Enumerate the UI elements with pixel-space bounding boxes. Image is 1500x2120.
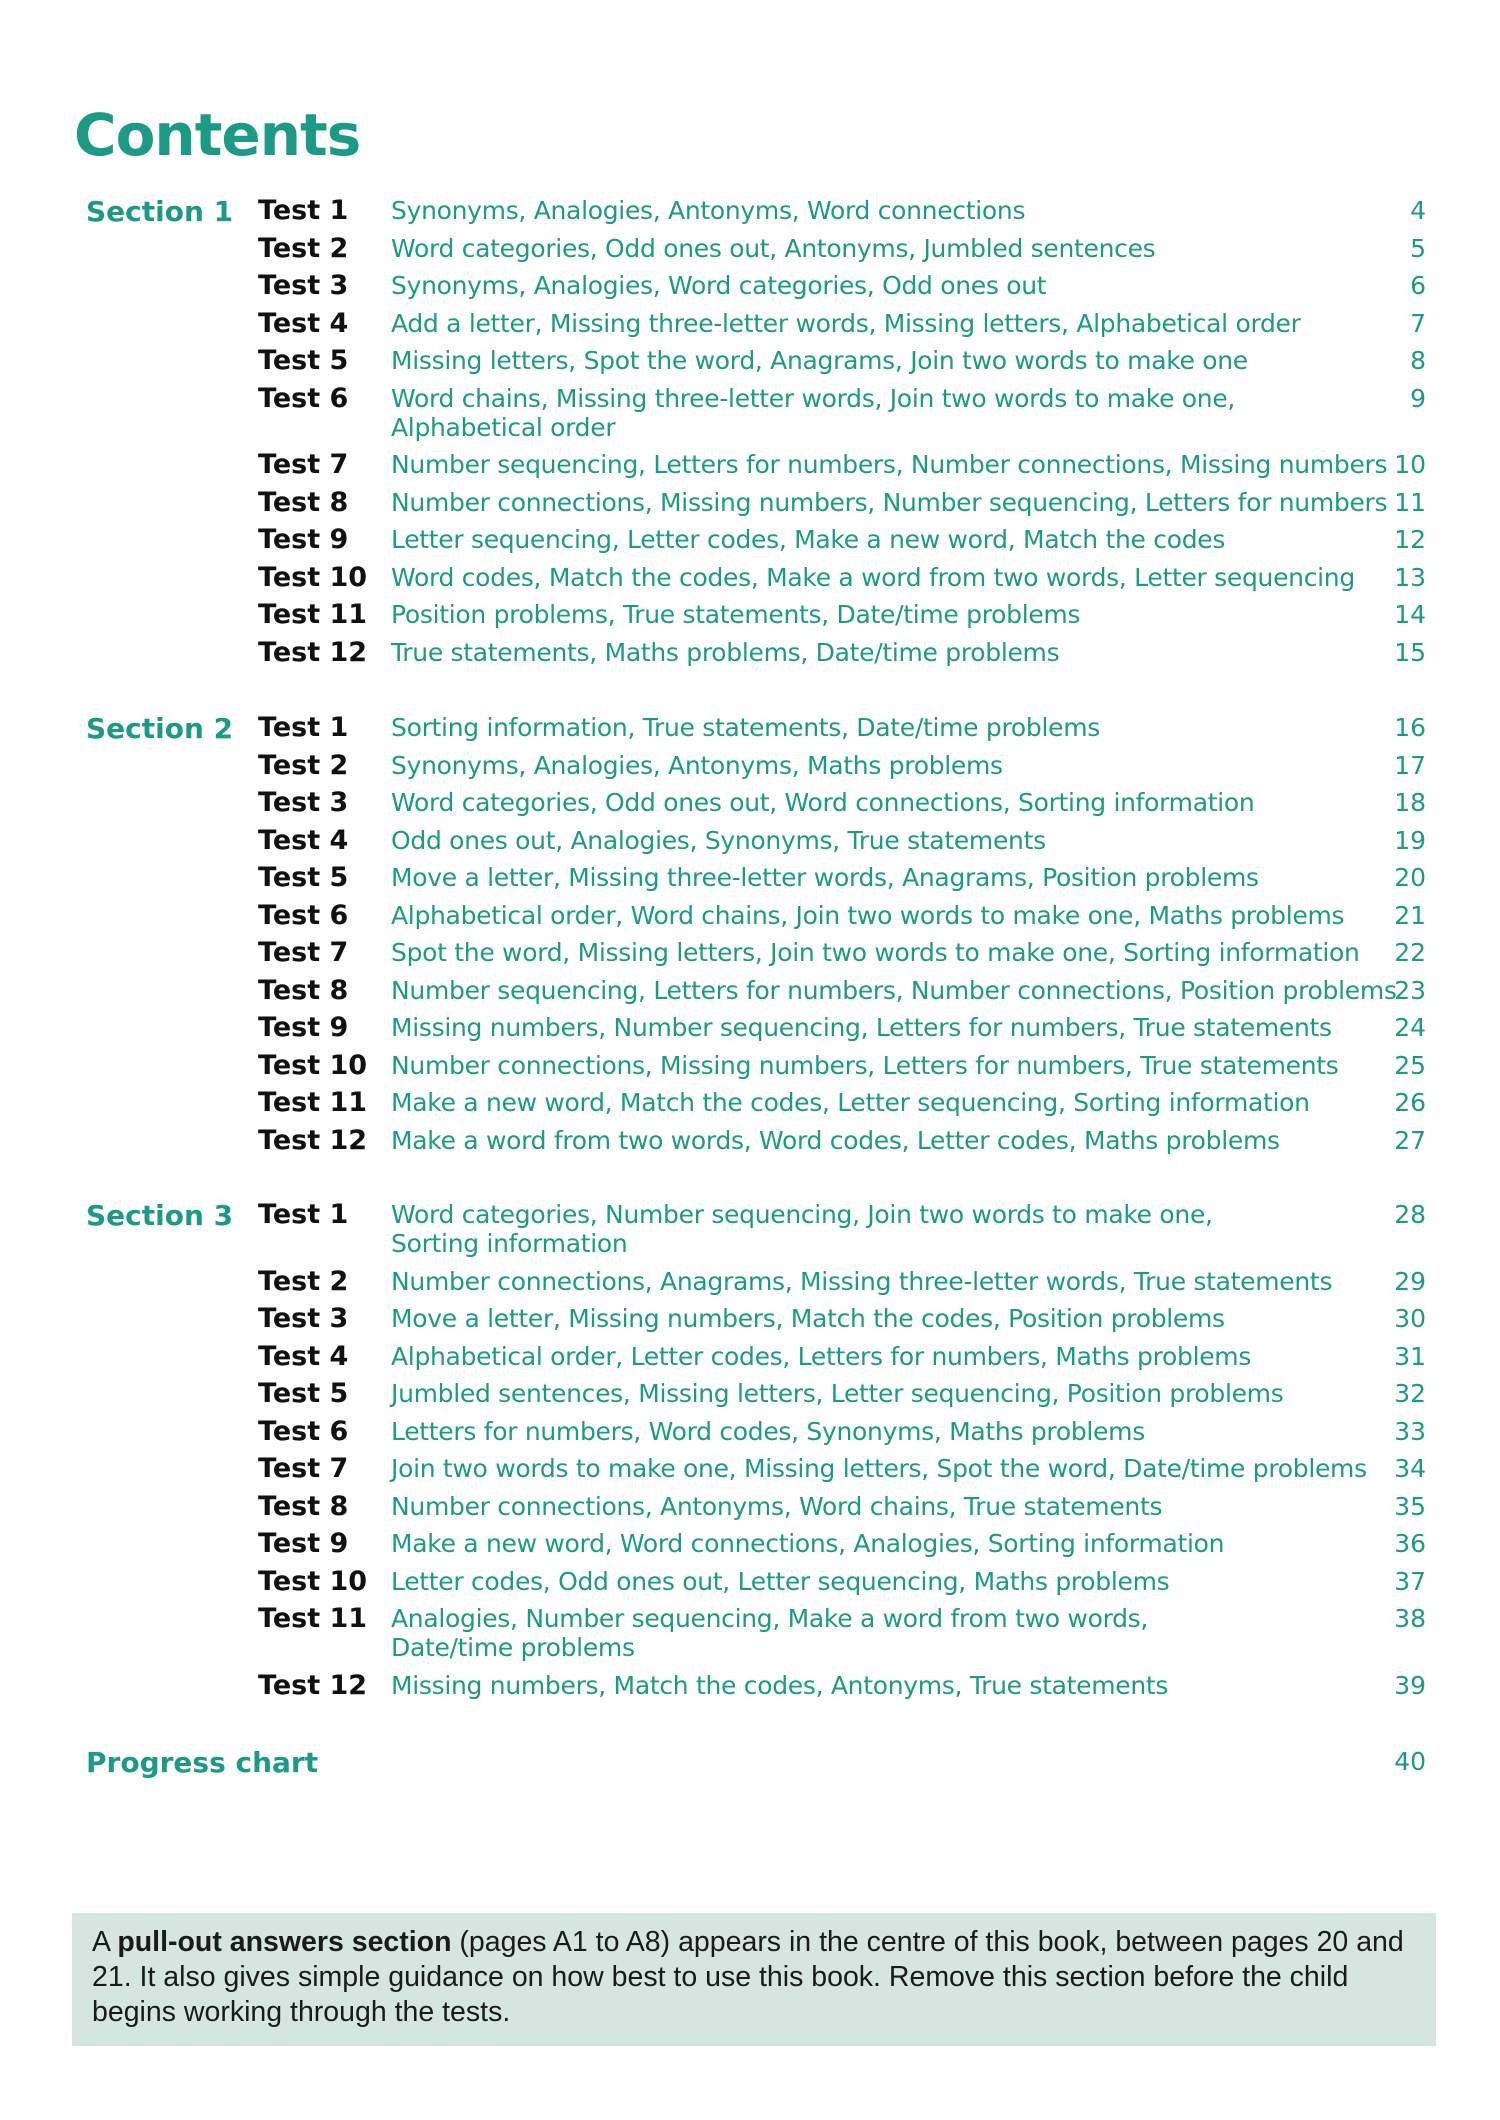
page-number: 31 [1394, 1341, 1426, 1371]
topic-line: Number sequencing, Letters for numbers, Number connections, Missing numbers [391, 450, 1388, 479]
page-number: 29 [1394, 1266, 1426, 1296]
test-label: Test 11 [258, 1087, 368, 1118]
test-label: Test 7 [258, 1453, 349, 1484]
test-label: Test 4 [258, 1340, 349, 1372]
page-number: 32 [1394, 1379, 1426, 1408]
test-label: Test 7 [258, 937, 349, 968]
page-number: 37 [1394, 1566, 1426, 1596]
test-topics [391, 346, 1391, 375]
test-label: Test 6 [258, 382, 349, 414]
test-topics [391, 196, 1391, 225]
page-number: 11 [1394, 487, 1426, 517]
page-number: 28 [1394, 1200, 1426, 1229]
page-number: 5 [1410, 233, 1426, 263]
test-label: Test 12 [258, 1669, 368, 1701]
test-topics [391, 450, 1391, 479]
test-label: Test 6 [258, 899, 349, 931]
page-number: 26 [1394, 1088, 1426, 1117]
topic-line: Alphabetical order, Word chains, Join two words to make one, Maths problems [391, 900, 1345, 930]
test-label: Test 2 [258, 232, 349, 264]
page-number: 35 [1394, 1491, 1426, 1521]
topic-line: Letter sequencing, Letter codes, Make a new word, Match the codes [391, 525, 1226, 554]
page-number: 18 [1394, 788, 1426, 817]
topic-line: Alphabetical order, Letter codes, Letters for numbers, Maths problems [391, 1341, 1252, 1371]
page-number: 4 [1410, 196, 1426, 225]
topic-line: Word codes, Match the codes, Make a word from two words, Letter sequencing [391, 562, 1355, 592]
test-topics [391, 1200, 1391, 1258]
progress-chart-label: Progress chart [86, 1746, 319, 1779]
topic-line: Synonyms, Analogies, Antonyms, Word connections [391, 196, 1026, 225]
topic-line: Position problems, True statements, Date/time problems [391, 600, 1081, 629]
page-number: 17 [1394, 750, 1426, 780]
page-number: 19 [1394, 825, 1426, 855]
test-topics [391, 826, 1391, 855]
topic-line: Make a new word, Word connections, Analogies, Sorting information [391, 1529, 1225, 1558]
page-number: 8 [1410, 346, 1426, 375]
page-number: 16 [1394, 713, 1426, 742]
page-number: 15 [1394, 637, 1426, 667]
page-title: Contents [74, 101, 361, 169]
answers-note [72, 1913, 1436, 2046]
test-label: Test 2 [258, 1265, 349, 1297]
page-number: 21 [1394, 900, 1426, 930]
topic-line: Number connections, Antonyms, Word chains, True statements [391, 1491, 1163, 1521]
topic-line: Word chains, Missing three-letter words, Join two words to make one, [391, 383, 1236, 413]
topic-line: Jumbled sentences, Missing letters, Letter sequencing, Position problems [391, 1379, 1284, 1408]
test-label: Test 10 [258, 561, 368, 593]
progress-chart-page: 40 [1394, 1747, 1426, 1776]
page-number: 22 [1394, 938, 1426, 967]
page-number: 24 [1394, 1013, 1426, 1042]
test-topics [391, 788, 1391, 817]
page-number: 38 [1394, 1604, 1426, 1633]
topic-line: Missing letters, Spot the word, Anagrams, Join two words to make one [391, 346, 1248, 375]
topic-line: Synonyms, Analogies, Word categories, Odd ones out [391, 271, 1047, 300]
test-label: Test 12 [258, 636, 368, 668]
test-label: Test 9 [258, 1012, 349, 1043]
test-label: Test 9 [258, 524, 349, 555]
test-topics [391, 863, 1391, 892]
test-topics [391, 713, 1391, 742]
topic-line: Word categories, Odd ones out, Word connections, Sorting information [391, 788, 1255, 817]
test-topics [391, 488, 1391, 517]
page-number: 30 [1394, 1304, 1426, 1333]
page-number: 33 [1394, 1416, 1426, 1446]
test-label: Test 6 [258, 1415, 349, 1447]
test-label: Test 4 [258, 307, 349, 339]
test-label: Test 5 [258, 862, 349, 893]
topic-line: Word categories, Number sequencing, Join two words to make one, [391, 1200, 1213, 1229]
topic-line: True statements, Maths problems, Date/time problems [391, 637, 1060, 667]
test-label: Test 3 [258, 270, 349, 301]
test-label: Test 5 [258, 345, 349, 376]
topic-line: Date/time problems [391, 1633, 635, 1662]
page-number: 39 [1394, 1670, 1426, 1700]
test-topics [391, 1013, 1391, 1042]
test-topics [391, 384, 1391, 442]
topic-line: Move a letter, Missing three-letter words, Anagrams, Position problems [391, 863, 1259, 892]
topic-line: Letters for numbers, Word codes, Synonyms, Maths problems [391, 1416, 1145, 1446]
section-label: Section 2 [86, 712, 234, 745]
note-text: (pages A1 to A8) appears in the centre of this book, between pages 20 and 21. It also gives simple guidance on how best to use this book. Remove this section before the child begins working through the tests. [92, 1926, 1404, 2028]
test-topics [391, 1492, 1391, 1521]
test-topics [391, 901, 1391, 930]
test-topics [391, 1454, 1391, 1483]
topic-line: Synonyms, Analogies, Antonyms, Maths problems [391, 750, 1003, 780]
test-topics [391, 938, 1391, 967]
topic-line: Make a new word, Match the codes, Letter sequencing, Sorting information [391, 1088, 1310, 1117]
page-number: 10 [1394, 450, 1426, 479]
test-topics [391, 1529, 1391, 1558]
test-label: Test 11 [258, 1603, 368, 1634]
test-label: Test 4 [258, 824, 349, 856]
test-label: Test 1 [258, 712, 349, 743]
section-label: Section 3 [86, 1199, 234, 1232]
test-topics [391, 751, 1391, 780]
test-topics [391, 563, 1391, 592]
test-label: Test 1 [258, 1199, 349, 1230]
test-topics [391, 1379, 1391, 1408]
page-number: 6 [1410, 271, 1426, 300]
section-label: Section 1 [86, 195, 234, 228]
test-label: Test 1 [258, 195, 349, 226]
test-label: Test 12 [258, 1124, 368, 1156]
topic-line: Number connections, Missing numbers, Number sequencing, Letters for numbers [391, 487, 1388, 517]
page-number: 7 [1410, 308, 1426, 338]
topic-line: Alphabetical order [391, 412, 616, 442]
topic-line: Sorting information [391, 1229, 628, 1258]
test-topics [391, 271, 1391, 300]
test-label: Test 2 [258, 749, 349, 781]
test-topics [391, 525, 1391, 554]
topic-line: Number sequencing, Letters for numbers, Number connections, Position problems [391, 975, 1397, 1005]
note-prefix: A [92, 1926, 118, 1958]
test-topics [391, 975, 1397, 1005]
test-topics [391, 1567, 1391, 1596]
test-label: Test 11 [258, 599, 368, 630]
topic-line: Make a word from two words, Word codes, Letter codes, Maths problems [391, 1125, 1280, 1155]
topic-line: Word categories, Odd ones out, Antonyms, Jumbled sentences [391, 233, 1156, 263]
test-label: Test 3 [258, 1303, 349, 1334]
topic-line: Join two words to make one, Missing letters, Spot the word, Date/time problems [391, 1454, 1367, 1483]
test-label: Test 5 [258, 1378, 349, 1409]
page-number: 12 [1394, 525, 1426, 554]
test-topics [391, 1304, 1391, 1333]
topic-line: Analogies, Number sequencing, Make a word from two words, [391, 1604, 1149, 1633]
test-topics [391, 600, 1391, 629]
page-number: 14 [1394, 600, 1426, 629]
test-label: Test 8 [258, 486, 349, 518]
topic-line: Number connections, Missing numbers, Letters for numbers, True statements [391, 1050, 1339, 1080]
topic-line: Add a letter, Missing three-letter words, Missing letters, Alphabetical order [391, 308, 1301, 338]
test-label: Test 8 [258, 974, 349, 1006]
test-topics [391, 1604, 1391, 1662]
topic-line: Move a letter, Missing numbers, Match the codes, Position problems [391, 1304, 1225, 1333]
test-topics [391, 1417, 1391, 1446]
test-label: Test 10 [258, 1565, 368, 1597]
test-label: Test 8 [258, 1490, 349, 1522]
topic-line: Odd ones out, Analogies, Synonyms, True statements [391, 825, 1046, 855]
test-topics [391, 1051, 1391, 1080]
note-bold: pull-out answers section [117, 1926, 452, 1958]
test-topics [391, 1126, 1391, 1155]
page-number: 9 [1410, 383, 1426, 413]
test-topics [391, 309, 1391, 338]
test-label: Test 3 [258, 787, 349, 818]
topic-line: Letter codes, Odd ones out, Letter sequencing, Maths problems [391, 1566, 1170, 1596]
test-label: Test 9 [258, 1528, 349, 1559]
test-topics [391, 1088, 1391, 1117]
test-topics [391, 1671, 1391, 1700]
topic-line: Spot the word, Missing letters, Join two words to make one, Sorting information [391, 938, 1360, 967]
page-number: 27 [1394, 1125, 1426, 1155]
topic-line: Missing numbers, Match the codes, Antonyms, True statements [391, 1670, 1169, 1700]
page-number: 36 [1394, 1529, 1426, 1558]
test-topics [391, 1267, 1391, 1296]
page-number: 23 [1394, 975, 1426, 1005]
topic-line: Sorting information, True statements, Date/time problems [391, 713, 1100, 742]
page-number: 34 [1394, 1454, 1426, 1483]
test-topics [391, 638, 1391, 667]
test-label: Test 7 [258, 449, 349, 480]
page-number: 13 [1394, 562, 1426, 592]
test-label: Test 10 [258, 1049, 368, 1081]
page-number: 20 [1394, 863, 1426, 892]
topic-line: Number connections, Anagrams, Missing three-letter words, True statements [391, 1266, 1333, 1296]
topic-line: Missing numbers, Number sequencing, Letters for numbers, True statements [391, 1013, 1332, 1042]
page-number: 25 [1394, 1050, 1426, 1080]
test-topics [391, 234, 1391, 263]
test-topics [391, 1342, 1391, 1371]
